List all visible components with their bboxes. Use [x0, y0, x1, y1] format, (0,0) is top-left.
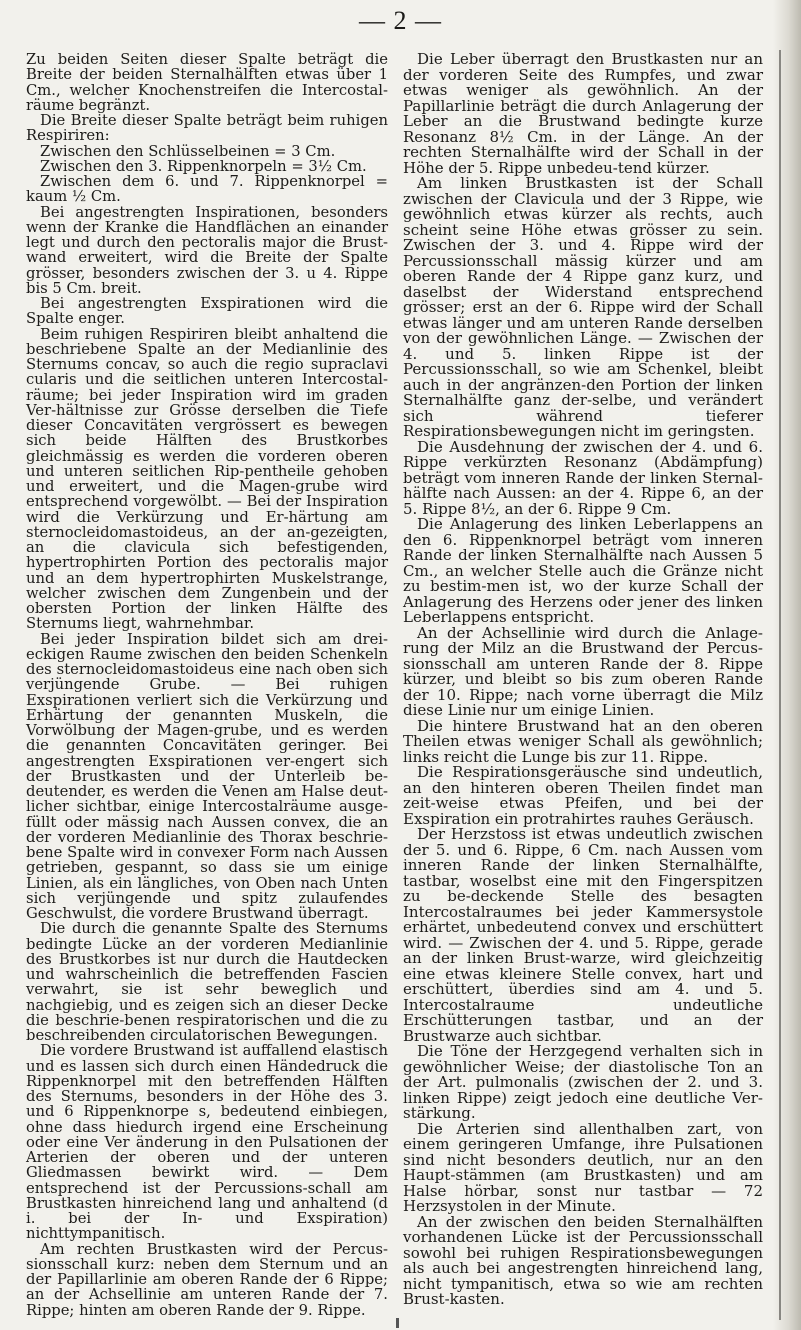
- measurement-line: Zwischen den 3. Rippenknorpeln = 3½ Cm.: [40, 157, 367, 175]
- paragraph: Beim ruhigen Respiriren bleibt anhaltend die beschriebene Spalte an der Medianlinie des Sternums concav, so auch die regio supraclavi cularis und die seitlichen unteren Intercostal-räume; bei jeder Inspiration wird im graden Ver-hältnisse zur Grösse derselben die Tiefe dieser Concavitäten vergrössert es bewegen sich beide Hälften des Brustkorbes gleichmässig es werden die vorderen oberen und unteren seitlichen Rip-pentheile gehoben und erweitert, und die Magen-grube wird entsprechend vorgewölbt. — Bei der Inspiration wird die Verkürzung und Er-härtung am sternocleidomastoideus, an der an-gezeigten, an die clavicula sich befestigenden, hypertrophirten Portion des pectoralis major und an dem hypertrophirten Muskelstrange, welcher zwischen dem Zungenbein und der obersten Portion der linken Hälfte des Sternums liegt, wahrnehmbar.: [26, 325, 388, 633]
- paragraph: Die Ausdehnung der zwischen der 4. und 6. Rippe verkürzten Resonanz (Abdämpfung) beträgt vom inneren Rande der linken Sternal-hälfte nach Aussen: an der 4. Rippe 6, an der 5. Rippe 8½, an der 6. Rippe 9 Cm.: [403, 437, 763, 518]
- paragraph: Die durch die genannte Spalte des Sternums bedingte Lücke an der vorderen Medianlinie des Brustkorbes ist nur durch die Hautdecken und wahrscheinlich die betreffenden Fascien verwahrt, sie ist sehr beweglich und nachgiebig, und es zeigen sich an dieser Decke die beschrie-benen respiratorischen und die zu beschreibenden circulatorischen Bewegungen.: [26, 920, 388, 1044]
- measurement-line: Zwischen dem 6. und 7. Rippenknorpel = kaum ½ Cm.: [26, 173, 388, 206]
- page-edge-shadow: [773, 0, 801, 1330]
- paragraph: Die Respirationsgeräusche sind undeutlich, an den hinteren oberen Theilen findet man zeit-weise etwas Pfeifen, und bei der Exspiration ein protrahirtes rauhes Geräusch.: [403, 763, 763, 828]
- paragraph: Die Leber überragt den Brustkasten nur an der vorderen Seite des Rumpfes, und zwar etwas weniger als gewöhnlich. An der Papillarlinie beträgt die durch Anlagerung der Leber an die Brustwand bedingte kurze Resonanz 8½ Cm. in der Länge. An der rechten Sternalhälfte wird der Schall in der Höhe der 5. Rippe unbedeu-tend kürzer.: [403, 50, 763, 177]
- paragraph: Am linken Brustkasten ist der Schall zwischen der Clavicula und der 3 Rippe, wie gewöhnlich etwas kürzer als rechts, auch scheint seine Höhe etwas grösser zu sein. Zwischen der 3. und 4. Rippe wird der Percussionsschall mässig kürzer und am oberen Rande der 4 Rippe ganz kurz, und daselbst der Widerstand entsprechend grösser; erst an der 6. Rippe wird der Schall etwas länger und am unteren Rande derselben von der gewöhnlichen Länge. — Zwischen der 4. und 5. linken Rippe ist der Percussionsschall, so wie am Schenkel, bleibt auch in der angränzen-den Portion der linken Sternalhälfte ganz der-selbe, und verändert sich während tieferer Respirationsbewegungen nicht im geringsten.: [403, 174, 763, 440]
- paragraph: Der Herzstoss ist etwas undeutlich zwischen der 5. und 6. Rippe, 6 Cm. nach Aussen vom inneren Rande der linken Sternalhälfte, tastbar, woselbst eine mit den Fingerspitzen zu be-deckende Stelle des besagten Intercostalraumes bei jeder Kammersystole erhärtet, unbedeutend convex und erschüttert wird. — Zwischen der 4. und 5. Rippe, gerade an der linken Brust-warze, wird gleichzeitig eine etwas kleinere Stelle convex, hart und erschüttert, überdies sind am 4. und 5. Intercostalraume undeutliche Erschütterungen tastbar, und an der Brustwarze auch sichtbar.: [403, 825, 763, 1045]
- right-text-column: [403, 52, 763, 1308]
- paragraph: Am rechten Brustkasten wird der Percus-sionsschall kurz: neben dem Sternum und an der Papillarlinie am oberen Rande der 6 Rippe; an der Achsellinie am unteren Rande der 7. Rippe; hinten am oberen Rande der 9. Rippe.: [26, 1240, 388, 1319]
- binding-edge-line: [779, 50, 781, 1320]
- print-mark: [396, 1318, 399, 1328]
- paragraph: Bei angestrengten Exspirationen wird die Spalte enger.: [26, 295, 388, 328]
- paragraph: Bei angestrengten Inspirationen, besonders wenn der Kranke die Handflächen an einander legt und durch den pectoralis major die Brust-wand erweitert, wird die Breite der Spalte grösser, besonders zwischen der 3. u 4. Rippe bis 5 Cm. breit.: [26, 203, 388, 297]
- paragraph: Bei jeder Inspiration bildet sich am drei-eckigen Raume zwischen den beiden Schenkeln des sternocleidomastoideus eine nach oben sich verjüngende Grube. — Bei ruhigen Exspirationen verliert sich die Verkürzung und Erhärtung der genannten Muskeln, die Vorwölbung der Magen-grube, und es werden die genannten Concavitäten geringer. Bei angestrengten Exspirationen ver-engert sich der Brustkasten und der Unterleib be-deutender, es werden die Venen am Halse deut-licher sichtbar, einige Intercostalräume ausge-füllt oder mässig nach Aussen convex, die an der vorderen Medianlinie des Thorax beschrie-bene Spalte wird in convexer Form nach Aussen getrieben, gespannt, so dass sie um einige Linien, als ein längliches, von Oben nach Unten sich verjüngende und spitz zulaufendes Geschwulst, die vordere Brustwand überragt.: [26, 630, 388, 922]
- left-text-column: [26, 52, 388, 1318]
- paragraph: Die Arterien sind allenthalben zart, von einem geringeren Umfange, ihre Pulsationen sind nicht besonders deutlich, nur an den Haupt-stämmen (am Brustkasten) und am Halse hörbar, sonst nur tastbar — 72 Herzsystolen in der Minute.: [403, 1119, 763, 1215]
- paragraph: An der zwischen den beiden Sternalhälften vorhandenen Lücke ist der Percussionsschall sowohl bei ruhigen Respirationsbewegungen als auch bei angestrengten hinreichend lang, nicht tympanitisch, etwa so wie am rechten Brust-kasten.: [403, 1212, 763, 1308]
- paragraph: Die Anlagerung des linken Leberlappens an den 6. Rippenknorpel beträgt vom inneren Rande der linken Sternalhälfte nach Aussen 5 Cm., an welcher Stelle auch die Gränze nicht zu bestim-men ist, wo der kurze Schall der Anlagerung des Herzens oder jener des linken Leberlappens entspricht.: [403, 515, 763, 626]
- paragraph: Die hintere Brustwand hat an den oberen Theilen etwas weniger Schall als gewöhnlich; links reicht die Lunge bis zur 11. Rippe.: [403, 716, 763, 766]
- paragraph: Die Breite dieser Spalte beträgt beim ruhigen Respiriren:: [26, 112, 388, 145]
- paragraph: Die vordere Brustwand ist auffallend elastisch und es lassen sich durch einen Händedruck die Rippenknorpel mit den betreffenden Hälften des Sternums, besonders in der Höhe des 3. und 6 Rippenknorpe s, bedeutend einbiegen, ohne dass hiedurch irgend eine Erscheinung oder eine Ver änderung in den Pulsationen der Arterien der oberen und der unteren Gliedmassen bewirkt wird. — Dem entsprechend ist der Percussions-schall am Brustkasten hinreichend lang und anhaltend (d i. bei der In- und Exspiration) nichttympanitisch.: [26, 1042, 388, 1243]
- measurement-line: Zwischen den Schlüsselbeinen = 3 Cm.: [40, 142, 336, 160]
- paragraph: Die Töne der Herzgegend verhalten sich in gewöhnlicher Weise; der diastolische Ton an der Art. pulmonalis (zwischen der 2. und 3. linken Rippe) zeigt jedoch eine deutliche Ver-stärkung.: [403, 1042, 763, 1122]
- page-number: — 2 —: [359, 6, 442, 35]
- paragraph: An der Achsellinie wird durch die Anlage-rung der Milz an die Brustwand der Percus-sionsschall am unteren Rande der 8. Rippe kürzer, und bleibt so bis zum oberen Rande der 10. Rippe; nach vorne überragt die Milz diese Linie nur um einige Linien.: [403, 623, 763, 719]
- paragraph: Zu beiden Seiten dieser Spalte beträgt die Breite der beiden Sternalhälften etwas über 1 Cm., welcher Knochenstreifen die Intercostal-räume begränzt.: [26, 51, 388, 114]
